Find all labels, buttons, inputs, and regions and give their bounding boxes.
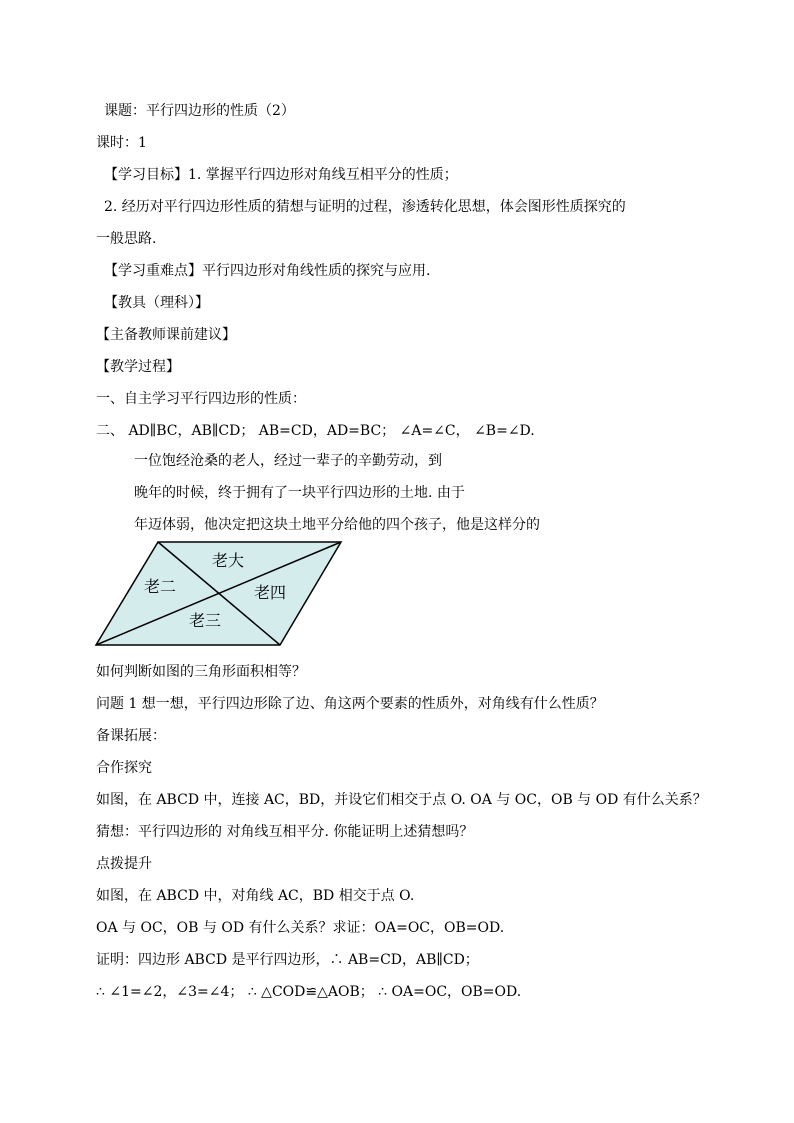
conjecture: 猜想：平行四边形的 对角线互相平分. 你能证明上述猜想吗？ xyxy=(96,824,474,840)
prep-extension-heading: 备课拓展： xyxy=(96,728,166,744)
guidance-heading: 点拨提升 xyxy=(96,856,152,872)
problem-1: 问题 1 想一想，平行四边形除了边、角这两个要素的性质外，对角线有什么性质？ xyxy=(96,696,604,712)
question-area-equal: 如何判断如图的三角形面积相等？ xyxy=(96,664,306,680)
story-line-1: 一位饱经沧桑的老人，经过一辈子的辛勤劳动，到 xyxy=(134,453,442,469)
proof-goal: OA 与 OC，OB 与 OD 有什么关系？求证：OA=OC，OB=OD. xyxy=(96,920,505,936)
key-difficult-points: 【学习重难点】平行四边形对角线性质的探究与应用. xyxy=(104,263,431,279)
proof-step-2: ∴ ∠1=∠2，∠3=∠4； ∴ △COD≌△AOB； ∴ OA=OC，OB=OD. xyxy=(96,984,522,1000)
lead-teacher-suggestion-heading: 【主备教师课前建议】 xyxy=(96,327,236,343)
label-right: 老四 xyxy=(254,583,287,602)
lesson-period: 课时：1 xyxy=(96,135,147,151)
learning-objective-1: 【学习目标】1. 掌握平行四边形对角线互相平分的性质； xyxy=(104,167,458,183)
label-left: 老二 xyxy=(144,577,177,596)
cooperative-inquiry-heading: 合作探究 xyxy=(96,760,152,776)
proof-step-1: 证明：四边形 ABCD 是平行四边形，∴ AB=CD，AB∥CD； xyxy=(96,952,479,968)
learning-objective-2: 2. 经历对平行四边形性质的猜想与证明的过程，渗透转化思想，体会图形性质探究的 xyxy=(104,199,626,215)
story-line-2: 晚年的时候，终于拥有了一块平行四边形的土地. 由于 xyxy=(134,485,465,501)
parallelogram-land-diagram xyxy=(92,538,346,648)
teaching-aids-heading: 【教具（理科）】 xyxy=(104,295,209,311)
teaching-process-heading: 【教学过程】 xyxy=(96,359,180,375)
story-line-3: 年迈体弱，他决定把这块土地平分给他的四个孩子，他是这样分的 xyxy=(134,517,540,533)
section-one: 一、自主学习平行四边形的性质： xyxy=(96,391,306,407)
label-bottom: 老三 xyxy=(189,611,222,630)
lesson-title: 课题：平行四边形的性质（2） xyxy=(104,103,295,119)
label-top: 老大 xyxy=(212,551,245,570)
section-two-properties: 二、 AD∥BC，AB∥CD； AB=CD，AD=BC； ∠A=∠C， ∠B=∠D. xyxy=(96,423,535,439)
learning-objective-2-cont: 一般思路. xyxy=(96,231,157,247)
inquiry-question: 如图，在 ABCD 中，连接 AC，BD，并设它们相交于点 O. OA 与 OC，OB 与 OD 有什么关系？ xyxy=(96,792,707,808)
proof-setup: 如图，在 ABCD 中，对角线 AC，BD 相交于点 O. xyxy=(96,888,415,904)
